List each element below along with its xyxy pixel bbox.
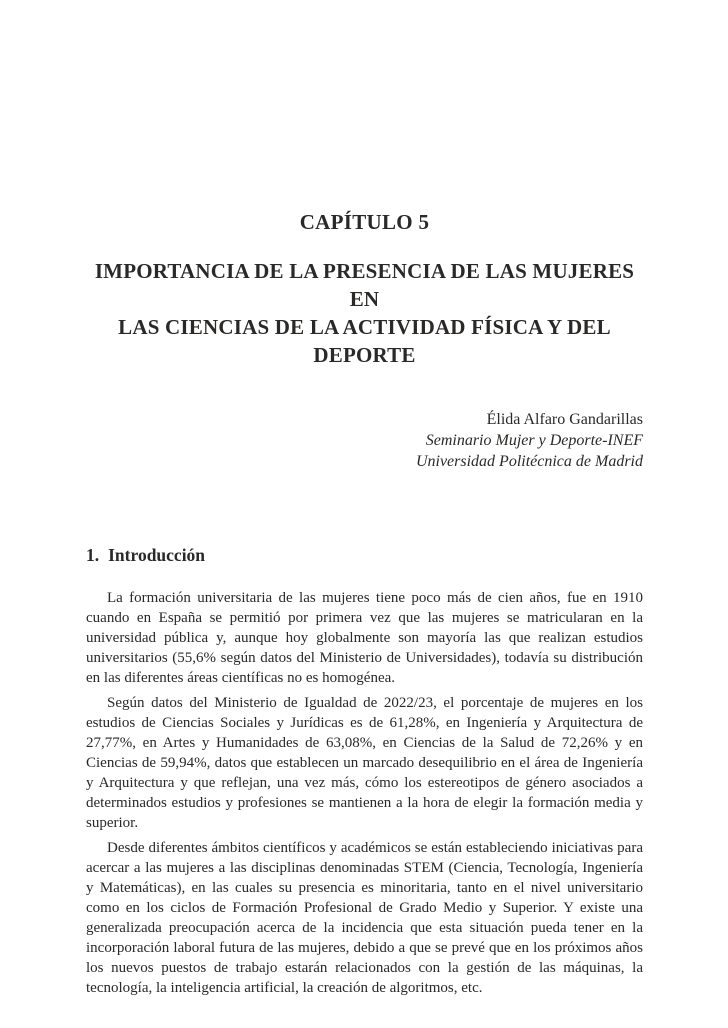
paragraph-1: La formación universitaria de las mujeres tiene poco más de cien años, fue en 1910 cuando en España se permitió por primera vez que las mujeres se matricularan en la universidad pública y, aunque hoy globalmente son mayoría las que realizan estudios universitarios (55,6% según datos del Ministerio de Universidades), todavía su distribución en las diferentes áreas científicas no es homogénea. <box>86 590 643 686</box>
author-affiliation-university: Universidad Politécnica de Madrid <box>415 453 643 470</box>
paragraph-3: Desde diferentes ámbitos científicos y académicos se están estableciendo iniciativas para acercar a las mujeres a las disciplinas denominadas STEM (Ciencia, Tecnología, Ingeniería y Matemáticas), en las cuales su presencia es minoritaria, tanto en el nivel universitario como en los ciclos de Formación Profesional de Grado Medio y Superior. Y existe una generalizada preocupación acerca de la incidencia que esta situación pueda tener en la incorporación laboral futura de las mujeres, debido a que se prevé que en los próximos años los nuevos puestos de trabajo estarán relacionados con la gestión de las máquinas, la tecnología, la inteligencia artificial, la creación de algoritmos, etc. <box>86 840 643 996</box>
page-content <box>86 0 643 998</box>
author-name: Élida Alfaro Gandarillas <box>486 411 643 428</box>
author-affiliation-seminar: Seminario Mujer y Deporte-INEF <box>425 432 643 449</box>
chapter-title <box>86 257 643 369</box>
author-block <box>86 409 643 472</box>
body-text <box>86 588 643 998</box>
section-title: Introducción <box>108 545 206 565</box>
section-heading <box>86 544 643 566</box>
section-number: 1. <box>86 545 100 565</box>
paragraph-2: Según datos del Ministerio de Igualdad de 2022/23, el porcentaje de mujeres en los estudios de Ciencias Sociales y Jurídicas es de 61,28%, en Ingeniería y Arquitectura de 27,77%, en Artes y Humanidades de 63,08%, en Ciencias de la Salud de 72,26% y en Ciencias de 59,94%, datos que establecen un marcado desequilibrio en el área de Ingeniería y Arquitectura y que reflejan, una vez más, cómo los estereotipos de género asociados a determinados estudios y profesiones se mantienen a la hora de elegir la formación media y superior. <box>86 695 643 831</box>
chapter-title-line-1: IMPORTANCIA DE LA PRESENCIA DE LAS MUJERES EN <box>94 259 635 311</box>
chapter-title-line-2: LAS CIENCIAS DE LA ACTIVIDAD FÍSICA Y DEL DEPORTE <box>118 315 611 367</box>
chapter-label: CAPÍTULO 5 <box>299 210 430 234</box>
